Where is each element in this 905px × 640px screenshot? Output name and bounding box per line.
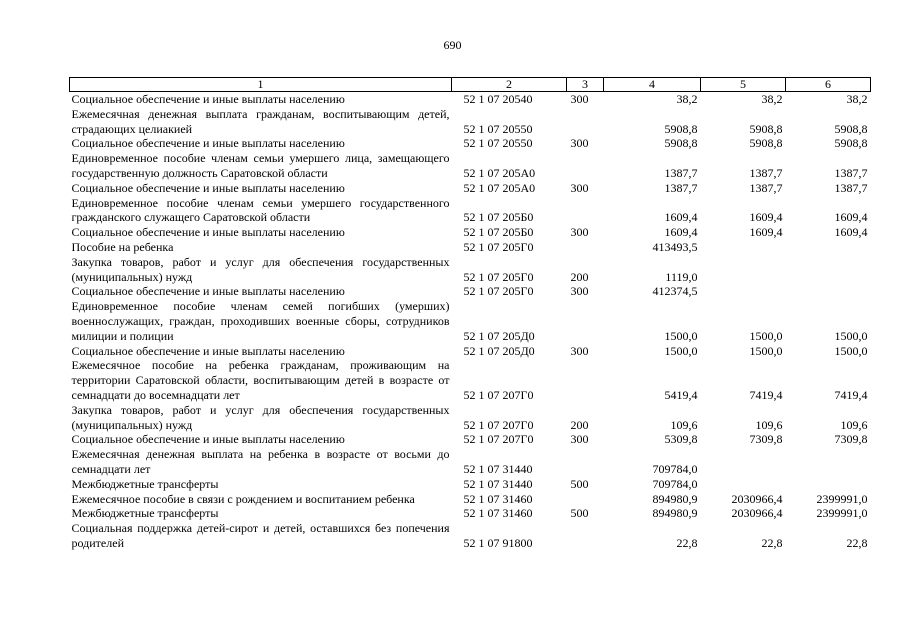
row-amount-col6: 1387,7	[834, 180, 868, 195]
row-amount-col5: 22,8	[761, 535, 783, 550]
row-amount-col6	[786, 255, 871, 285]
row-code: 52 1 07 91800	[463, 535, 533, 550]
row-expense-type: 300	[570, 92, 589, 106]
row-amount-col4: 709784,0	[652, 461, 698, 476]
row-amount-col5: 7419,4	[749, 387, 783, 402]
row-amount-col4: 22,8	[676, 535, 698, 550]
table-row	[70, 432, 871, 447]
row-name: Единовременное пособие членам семьи умершего государственного гражданского служащего Саратовской области	[71, 195, 450, 225]
row-expense-type	[567, 299, 604, 343]
row-name: Ежемесячное пособие в связи с рождением и воспитанием ребенка	[71, 491, 415, 506]
row-code: 52 1 07 20550	[463, 121, 533, 136]
row-amount-col4: 109,6	[670, 417, 698, 432]
row-name: Ежемесячная денежная выплата гражданам, воспитывающим детей, страдающих целиакией	[71, 106, 450, 136]
row-name: Единовременное пособие членам семей погибших (умерших) военнослужащих, граждан, проходивших военные сборы, сотрудников милиции и полиции	[71, 299, 450, 343]
row-name: Ежемесячное пособие на ребенка гражданам, проживающим на территории Саратовской области, воспитывающим детей в возрасте от семнадцати до восемнадцати лет	[71, 358, 450, 402]
table-row	[70, 447, 871, 477]
table-row	[70, 358, 871, 402]
row-name: Межбюджетные трансферты	[71, 506, 219, 521]
row-amount-col4: 38,2	[676, 92, 698, 106]
row-amount-col4: 1500,0	[664, 328, 698, 343]
row-code: 52 1 07 205Г0	[463, 239, 534, 254]
row-amount-col4: 709784,0	[652, 476, 698, 491]
row-amount-col4: 894980,9	[652, 491, 698, 506]
row-amount-col6: 7309,8	[834, 432, 868, 447]
table-row	[70, 299, 871, 343]
row-amount-col6	[786, 240, 871, 255]
row-amount-col4: 1500,0	[664, 343, 698, 358]
row-amount-col6: 38,2	[846, 92, 868, 106]
row-name: Социальное обеспечение и иные выплаты населению	[71, 432, 345, 447]
row-amount-col5: 1609,4	[749, 225, 783, 240]
row-name: Межбюджетные трансферты	[71, 476, 219, 491]
row-expense-type	[567, 447, 604, 477]
row-expense-type: 200	[570, 269, 589, 284]
row-code: 52 1 07 31440	[463, 476, 533, 491]
row-expense-type	[567, 151, 604, 181]
row-amount-col5: 1500,0	[749, 328, 783, 343]
table-row	[70, 151, 871, 181]
row-name: Пособие на ребенка	[71, 239, 174, 254]
row-amount-col4: 1609,4	[664, 225, 698, 240]
row-expense-type	[567, 358, 604, 402]
row-name: Закупка товаров, работ и услуг для обеспечения государственных (муниципальных) нужд	[71, 254, 450, 284]
row-amount-col4: 1387,7	[664, 180, 698, 195]
row-amount-col4: 1387,7	[664, 165, 698, 180]
row-amount-col5	[701, 240, 786, 255]
row-code: 52 1 07 207Г0	[463, 432, 534, 447]
row-name: Социальная поддержка детей-сирот и детей, оставшихся без попечения родителей	[71, 521, 450, 550]
row-amount-col6: 1609,4	[834, 210, 868, 225]
row-amount-col6: 1387,7	[834, 165, 868, 180]
row-code: 52 1 07 31460	[463, 506, 533, 521]
row-amount-col4: 413493,5	[652, 239, 698, 254]
row-expense-type: 300	[570, 180, 589, 195]
row-amount-col4: 894980,9	[652, 506, 698, 521]
row-expense-type	[567, 196, 604, 226]
column-header-5: 5	[701, 78, 786, 92]
table-row	[70, 403, 871, 433]
row-expense-type: 300	[570, 136, 589, 151]
row-amount-col6	[786, 477, 871, 492]
row-amount-col4: 1119,0	[665, 269, 698, 284]
row-amount-col6: 109,6	[840, 417, 868, 432]
row-name: Ежемесячная денежная выплата на ребенка в возрасте от восьми до семнадцати лет	[71, 447, 450, 476]
row-amount-col5: 7309,8	[749, 432, 783, 447]
row-name: Социальное обеспечение и иные выплаты населению	[71, 180, 345, 195]
row-code: 52 1 07 31440	[463, 461, 533, 476]
row-amount-col5	[701, 255, 786, 285]
table-row	[70, 255, 871, 285]
row-code: 52 1 07 207Г0	[463, 417, 534, 432]
row-code: 52 1 07 20540	[463, 92, 533, 106]
table-row	[70, 225, 871, 240]
table-row	[70, 344, 871, 359]
row-amount-col5	[701, 447, 786, 477]
row-code: 52 1 07 205Д0	[463, 343, 535, 358]
row-expense-type: 500	[570, 476, 589, 491]
row-code: 52 1 07 205А0	[463, 180, 536, 195]
row-amount-col6: 1609,4	[834, 225, 868, 240]
row-code: 52 1 07 207Г0	[463, 387, 534, 402]
row-name: Социальное обеспечение и иные выплаты населению	[71, 284, 345, 299]
row-amount-col5: 2030966,4	[731, 491, 783, 506]
column-header-3: 3	[567, 78, 604, 92]
row-expense-type: 500	[570, 506, 589, 521]
row-expense-type	[567, 240, 604, 255]
row-amount-col6	[786, 447, 871, 477]
row-amount-col5: 1387,7	[749, 165, 783, 180]
row-code: 52 1 07 205А0	[463, 165, 536, 180]
row-amount-col5: 2030966,4	[731, 506, 783, 521]
table-row	[70, 521, 871, 551]
row-amount-col5: 5908,8	[749, 121, 783, 136]
table-row	[70, 181, 871, 196]
row-code: 52 1 07 205Б0	[463, 225, 534, 240]
row-expense-type: 300	[570, 225, 589, 240]
row-amount-col5: 1500,0	[749, 343, 783, 358]
budget-table	[69, 77, 871, 551]
row-amount-col5: 38,2	[761, 92, 783, 106]
row-amount-col6: 22,8	[846, 535, 868, 550]
row-amount-col4: 5908,8	[664, 121, 698, 136]
table-row	[70, 506, 871, 521]
row-amount-col5	[701, 477, 786, 492]
row-amount-col6: 1500,0	[834, 328, 868, 343]
column-header-1: 1	[70, 78, 452, 92]
row-amount-col4: 5419,4	[664, 387, 698, 402]
table-row	[70, 492, 871, 507]
row-code: 52 1 07 31460	[463, 491, 533, 506]
row-amount-col4: 1609,4	[664, 210, 698, 225]
table-row	[70, 107, 871, 137]
row-amount-col5: 1609,4	[749, 210, 783, 225]
row-code: 52 1 07 205Б0	[463, 210, 534, 225]
row-name: Социальное обеспечение и иные выплаты населению	[71, 136, 345, 151]
column-header-4: 4	[604, 78, 701, 92]
row-amount-col6: 2399991,0	[816, 506, 868, 521]
row-amount-col5: 1387,7	[749, 180, 783, 195]
table-row	[70, 284, 871, 299]
row-expense-type	[567, 492, 604, 507]
column-header-6: 6	[786, 78, 871, 92]
row-expense-type: 300	[570, 284, 589, 299]
row-name: Социальное обеспечение и иные выплаты населению	[71, 343, 345, 358]
row-code: 52 1 07 20550	[463, 136, 533, 151]
row-expense-type: 300	[570, 343, 589, 358]
row-amount-col6: 7419,4	[834, 387, 868, 402]
table-row	[70, 477, 871, 492]
row-expense-type: 200	[570, 417, 589, 432]
table-row	[70, 136, 871, 151]
table-row	[70, 240, 871, 255]
row-name: Закупка товаров, работ и услуг для обеспечения государственных (муниципальных) нужд	[71, 402, 450, 432]
row-amount-col4: 5908,8	[664, 136, 698, 151]
row-code: 52 1 07 205Г0	[463, 269, 534, 284]
row-name: Социальное обеспечение и иные выплаты населению	[71, 225, 345, 240]
row-amount-col6: 2399991,0	[816, 491, 868, 506]
row-amount-col6: 1500,0	[834, 343, 868, 358]
table-row	[70, 92, 871, 107]
row-expense-type	[567, 107, 604, 137]
row-amount-col4: 5309,8	[664, 432, 698, 447]
row-code: 52 1 07 205Г0	[463, 284, 534, 299]
row-code: 52 1 07 205Д0	[463, 328, 535, 343]
row-name: Единовременное пособие членам семьи умершего лица, замещающего государственную должность Саратовской области	[71, 151, 450, 180]
page-number: 690	[443, 38, 462, 52]
row-name: Социальное обеспечение и иные выплаты населению	[71, 92, 345, 106]
row-amount-col4: 412374,5	[652, 284, 698, 299]
row-amount-col5	[701, 284, 786, 299]
column-header-2: 2	[452, 78, 567, 92]
row-amount-col5: 5908,8	[749, 136, 783, 151]
row-amount-col6: 5908,8	[834, 121, 868, 136]
table-row	[70, 196, 871, 226]
row-expense-type	[567, 521, 604, 551]
row-amount-col5: 109,6	[755, 417, 783, 432]
header-row	[70, 78, 871, 92]
row-expense-type: 300	[570, 432, 589, 447]
row-amount-col6: 5908,8	[834, 136, 868, 151]
row-amount-col6	[786, 284, 871, 299]
